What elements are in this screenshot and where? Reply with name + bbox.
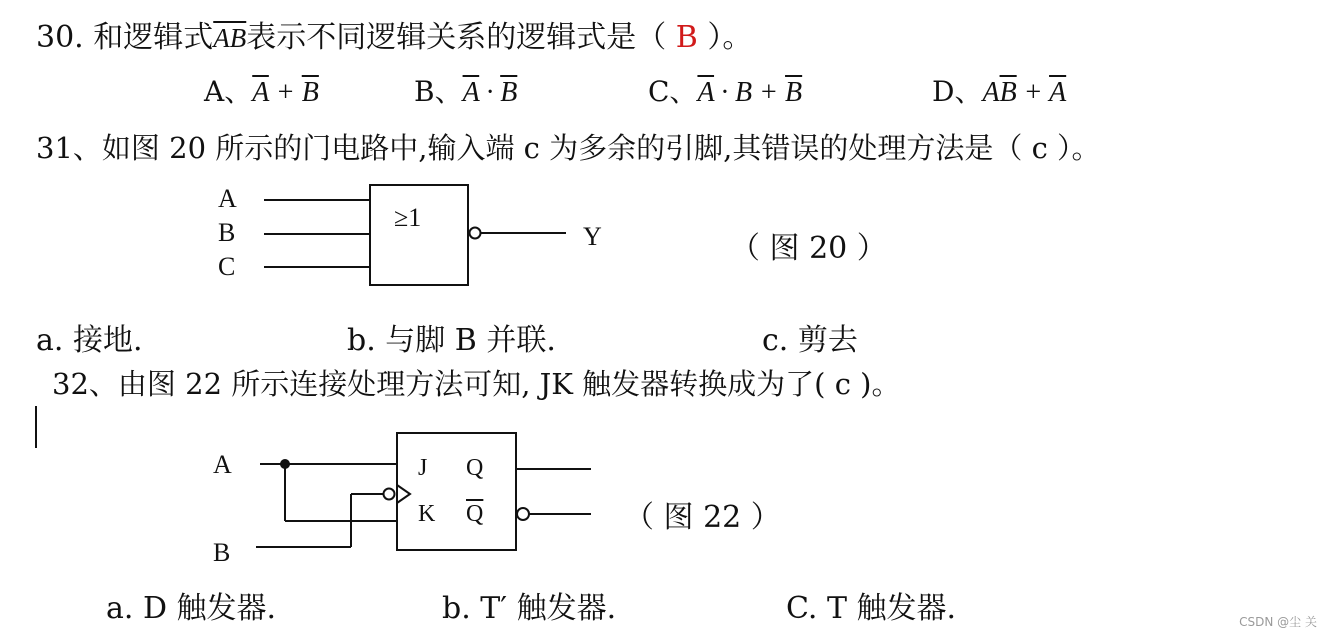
q30-option-b-expr: $\overline{A} \cdot \overline{B}$ (462, 77, 518, 108)
q30-option-c-label: C、 (648, 75, 698, 108)
q32-option-c: C. T 触发器. (786, 591, 957, 626)
fig20-input-c: C (218, 252, 236, 281)
q31-stem: 31、如图 20 所示的门电路中,输入端 c 为多余的引脚,其错误的处理方法是（ c ）。 (36, 131, 1101, 165)
fig22-caption: （ 图 22 ） (624, 500, 781, 535)
q30-expr: $\overline{AB}$ (213, 23, 247, 53)
clock-triangle (397, 485, 410, 503)
fig20-input-a: A (218, 184, 237, 213)
fig20-input-b: B (218, 218, 236, 247)
q30-option-d-expr: $A\overline{B} + \overline{A}$ (982, 77, 1067, 108)
q30-tail-pre: 表示不同逻辑关系的逻辑式是（ (246, 20, 676, 55)
q30-answer: B (675, 20, 698, 55)
fig22-pin-j: J (418, 455, 428, 481)
q32-option-a: a. D 触发器. (106, 591, 277, 626)
q31-option-c: c. 剪去 (762, 323, 858, 358)
q30-tail-post: ）。 (697, 20, 753, 55)
q30-option-a-expr: $\overline{A} + \overline{B}$ (252, 77, 319, 108)
fig20-output-y: Y (583, 222, 602, 251)
inverter-bubble (470, 228, 481, 239)
qbar-bubble (517, 508, 529, 520)
q30-option-b-label: B、 (414, 75, 463, 108)
q31-option-a: a. 接地. (36, 323, 143, 358)
fig22-input-b: B (213, 538, 231, 567)
q32-stem: 32、由图 22 所示连接处理方法可知, JK 触发器转换成为了( c )。 (52, 367, 901, 401)
text-cursor (35, 406, 37, 448)
fig20-gate-symbol: ≥1 (394, 203, 422, 232)
fig22-pin-q: Q (466, 455, 484, 481)
clock-bubble (384, 489, 395, 500)
q31-option-b: b. 与脚 B 并联. (347, 323, 556, 358)
q30-option-d-label: D、 (932, 75, 983, 108)
fig22-pin-qbar: $\overline{Q}$ (466, 501, 484, 527)
fig22-pin-k: K (418, 501, 436, 527)
jk-flipflop-box (397, 433, 516, 550)
q30-lead: 30. 和逻辑式 (36, 20, 214, 55)
q32-option-b: b. T′ 触发器. (442, 591, 617, 626)
fig20-caption: （ 图 20 ） (730, 231, 887, 266)
fig22-input-a: A (213, 450, 232, 479)
or-gate-box (370, 185, 468, 285)
q30-option-c-expr: $\overline{A} \cdot B + \overline{B}$ (697, 77, 803, 108)
watermark: CSDN @尘 关 (1239, 615, 1317, 629)
q30-option-a-label: A、 (204, 75, 253, 108)
